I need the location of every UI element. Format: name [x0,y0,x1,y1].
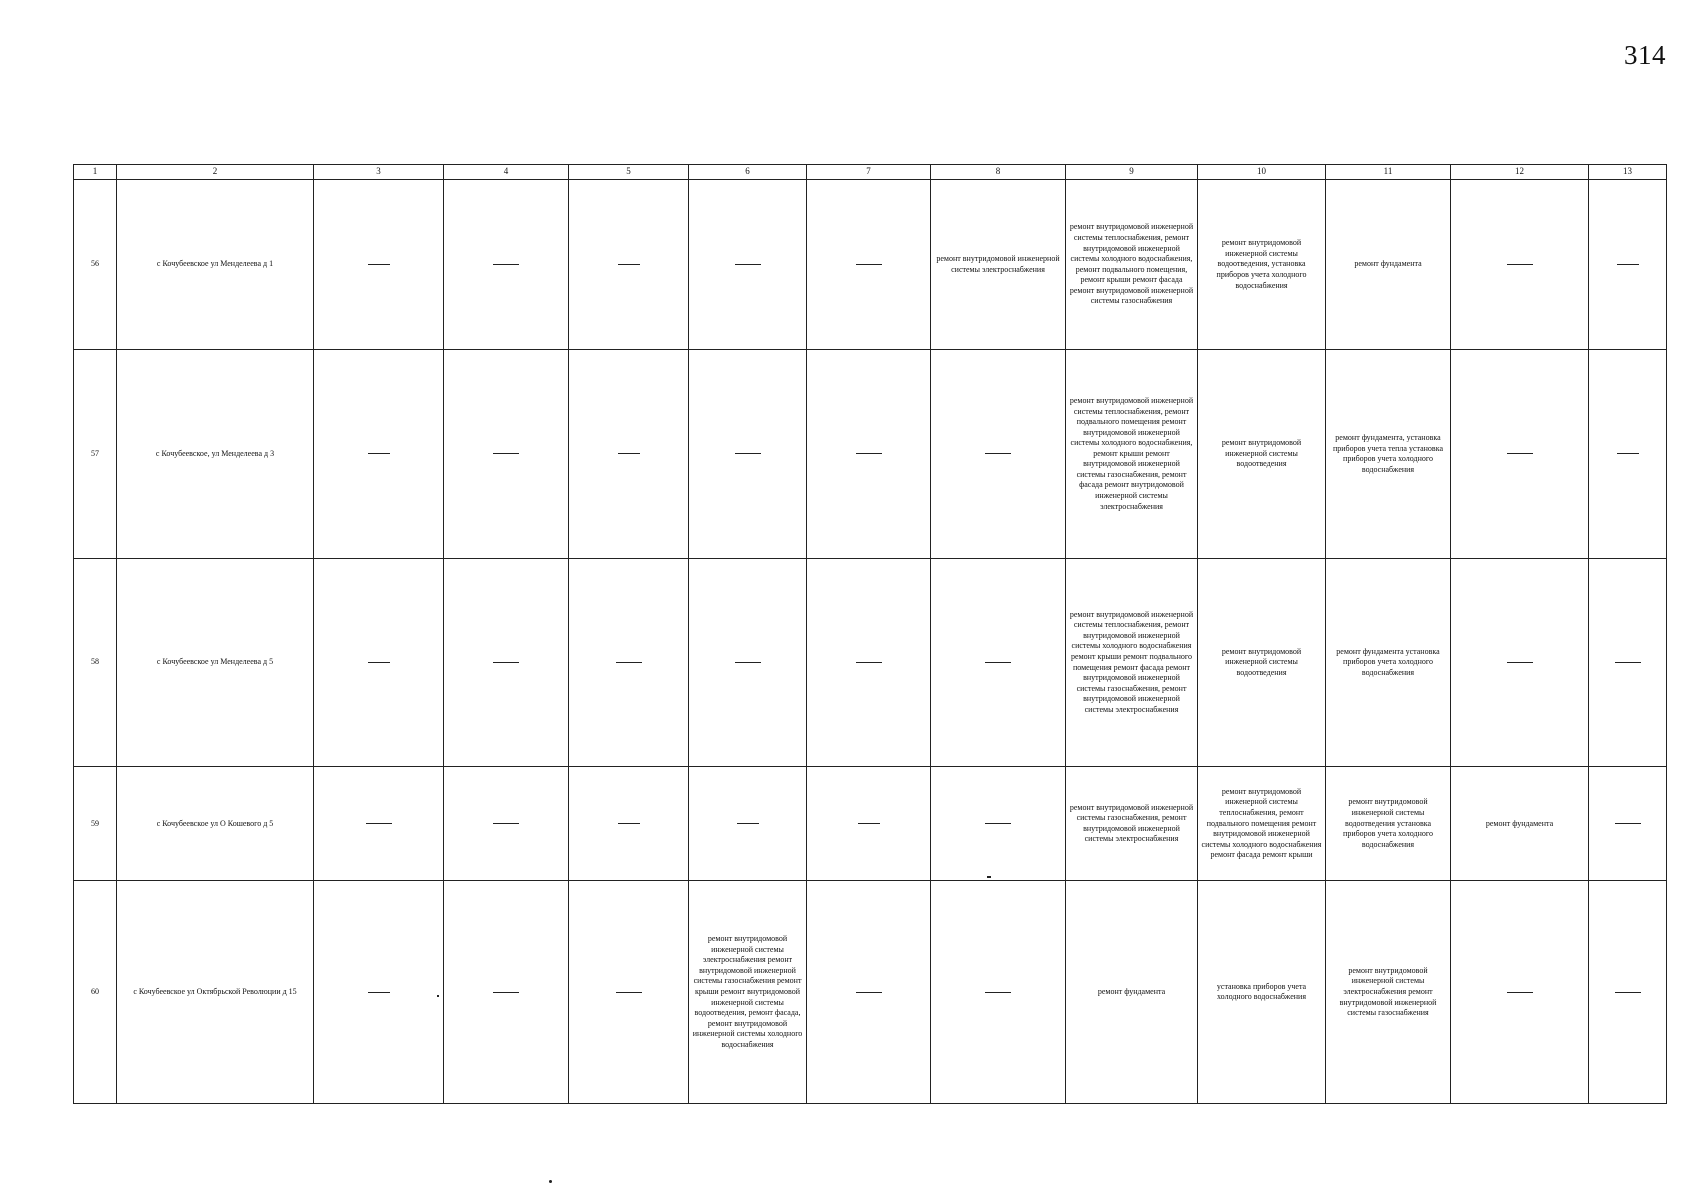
empty-cell [689,558,807,766]
column-header: 2 [117,165,314,180]
dash-mark [616,992,642,993]
column-header: 5 [569,165,689,180]
empty-cell [314,767,444,881]
dash-mark [856,662,882,663]
dash-mark [1507,662,1533,663]
work-cell: ремонт внутридомовой инженерной системы электроснабжения ремонт внутридомовой инженерной системы газоснабжения ремонт крыши ремонт внутридомовой инженерной системы водоотведения, ремонт фасада, ремонт внутридомовой инженерной системы холодного водоснабжения [689,881,807,1104]
work-cell: установка приборов учета холодного водоснабжения [1198,881,1326,1104]
empty-cell [807,767,931,881]
scan-speck [437,995,439,997]
table-row [74,767,1667,881]
empty-cell [1451,180,1589,350]
empty-cell [1589,881,1667,1104]
scan-speck [987,876,991,878]
column-header: 10 [1198,165,1326,180]
column-header: 11 [1326,165,1451,180]
dash-mark [856,992,882,993]
empty-cell [931,767,1066,881]
row-number: 58 [74,558,117,766]
column-header: 12 [1451,165,1589,180]
empty-cell [689,350,807,558]
empty-cell [931,881,1066,1104]
empty-cell [931,558,1066,766]
column-header: 13 [1589,165,1667,180]
column-header: 6 [689,165,807,180]
work-cell: ремонт внутридомовой инженерной системы теплоснабжения, ремонт подвального помещения ремонт внутридомовой инженерной системы холодного водоснабжения, ремонт крыши ремонт внутридомовой инженерной системы газоснабжения, ремонт фасада ремонт внутридомовой инженерной системы электроснабжения [1066,350,1198,558]
work-cell: ремонт фундамента, установка приборов учета тепла установка приборов учета холодного водоснабжения [1326,350,1451,558]
column-header: 7 [807,165,931,180]
dash-mark [1617,453,1639,454]
address-cell: с Кочубеевское, ул Менделеева д 3 [117,350,314,558]
work-cell: ремонт фундамента установка приборов учета холодного водоснабжения [1326,558,1451,766]
dash-mark [1507,264,1533,265]
empty-cell [1451,881,1589,1104]
dash-mark [1507,992,1533,993]
empty-cell [569,350,689,558]
dash-mark [856,453,882,454]
dash-mark [368,662,390,663]
work-cell: ремонт внутридомовой инженерной системы теплоснабжения, ремонт внутридомовой инженерной системы холодного водоснабжения ремонт крыши ремонт подвального помещения ремонт фасада ремонт внутридомовой инженерной системы газоснабжения, ремонт внутридомовой инженерной системы электроснабжения [1066,558,1198,766]
row-number: 57 [74,350,117,558]
table-row [74,180,1667,350]
dash-mark [493,264,519,265]
dash-mark [493,453,519,454]
work-cell: ремонт фундамента [1451,767,1589,881]
dash-mark [985,662,1011,663]
empty-cell [314,180,444,350]
repair-schedule-table [73,164,1667,1104]
table-row [74,558,1667,766]
dash-mark [737,823,759,824]
work-cell: ремонт внутридомовой инженерной системы теплоснабжения, ремонт внутридомовой инженерной системы холодного водоснабжения, ремонт подвального помещения, ремонт крыши ремонт фасада ремонт внутридомовой инженерной системы газоснабжения [1066,180,1198,350]
empty-cell [807,558,931,766]
dash-mark [1617,264,1639,265]
empty-cell [569,767,689,881]
column-header: 4 [444,165,569,180]
address-cell: с Кочубеевское ул Октябрьской Революции д 15 [117,881,314,1104]
dash-mark [735,453,761,454]
work-cell: ремонт внутридомовой инженерной системы электроснабжения [931,180,1066,350]
empty-cell [314,881,444,1104]
empty-cell [1451,350,1589,558]
column-number-row [74,165,1667,180]
dash-mark [1615,992,1641,993]
dash-mark [856,264,882,265]
work-cell: ремонт внутридомовой инженерной системы водоотведения [1198,350,1326,558]
table-row [74,350,1667,558]
dash-mark [985,453,1011,454]
empty-cell [807,881,931,1104]
dash-mark [1507,453,1533,454]
dash-mark [1615,823,1641,824]
empty-cell [1589,350,1667,558]
work-cell: ремонт внутридомовой инженерной системы водоотведения [1198,558,1326,766]
empty-cell [444,881,569,1104]
dash-mark [1615,662,1641,663]
empty-cell [569,558,689,766]
empty-cell [1589,558,1667,766]
table-row [74,881,1667,1104]
empty-cell [314,350,444,558]
column-header: 9 [1066,165,1198,180]
row-number: 60 [74,881,117,1104]
dash-mark [618,453,640,454]
work-cell: ремонт внутридомовой инженерной системы водоотведения, установка приборов учета холодного водоснабжения [1198,180,1326,350]
work-cell: ремонт внутридомовой инженерной системы электроснабжения ремонт внутридомовой инженерной системы газоснабжения [1326,881,1451,1104]
dash-mark [735,264,761,265]
dash-mark [616,662,642,663]
dash-mark [368,992,390,993]
work-cell: ремонт внутридомовой инженерной системы водоотведения установка приборов учета холодного водоснабжения [1326,767,1451,881]
empty-cell [1589,767,1667,881]
address-cell: с Кочубеевское ул О Кошевого д 5 [117,767,314,881]
column-header: 1 [74,165,117,180]
empty-cell [1589,180,1667,350]
dash-mark [366,823,392,824]
dash-mark [368,453,390,454]
work-cell: ремонт внутридомовой инженерной системы газоснабжения, ремонт внутридомовой инженерной системы электроснабжения [1066,767,1198,881]
dash-mark [493,662,519,663]
work-cell: ремонт внутридомовой инженерной системы теплоснабжения, ремонт подвального помещения ремонт внутридомовой инженерной системы холодного водоснабжения ремонт фасада ремонт крыши [1198,767,1326,881]
work-cell: ремонт фундамента [1326,180,1451,350]
empty-cell [444,767,569,881]
empty-cell [314,558,444,766]
dash-mark [735,662,761,663]
column-header: 8 [931,165,1066,180]
empty-cell [444,558,569,766]
row-number: 59 [74,767,117,881]
dash-mark [858,823,880,824]
dash-mark [618,823,640,824]
empty-cell [1451,558,1589,766]
work-cell: ремонт фундамента [1066,881,1198,1104]
empty-cell [807,350,931,558]
row-number: 56 [74,180,117,350]
address-cell: с Кочубеевское ул Менделеева д 1 [117,180,314,350]
column-header: 3 [314,165,444,180]
dash-mark [493,823,519,824]
dash-mark [493,992,519,993]
empty-cell [689,767,807,881]
empty-cell [444,180,569,350]
address-cell: с Кочубеевское ул Менделеева д 5 [117,558,314,766]
empty-cell [931,350,1066,558]
page-number: 314 [1624,40,1666,70]
scan-speck [549,1180,552,1183]
empty-cell [807,180,931,350]
empty-cell [444,350,569,558]
dash-mark [985,823,1011,824]
dash-mark [618,264,640,265]
dash-mark [368,264,390,265]
empty-cell [569,881,689,1104]
empty-cell [689,180,807,350]
dash-mark [985,992,1011,993]
empty-cell [569,180,689,350]
